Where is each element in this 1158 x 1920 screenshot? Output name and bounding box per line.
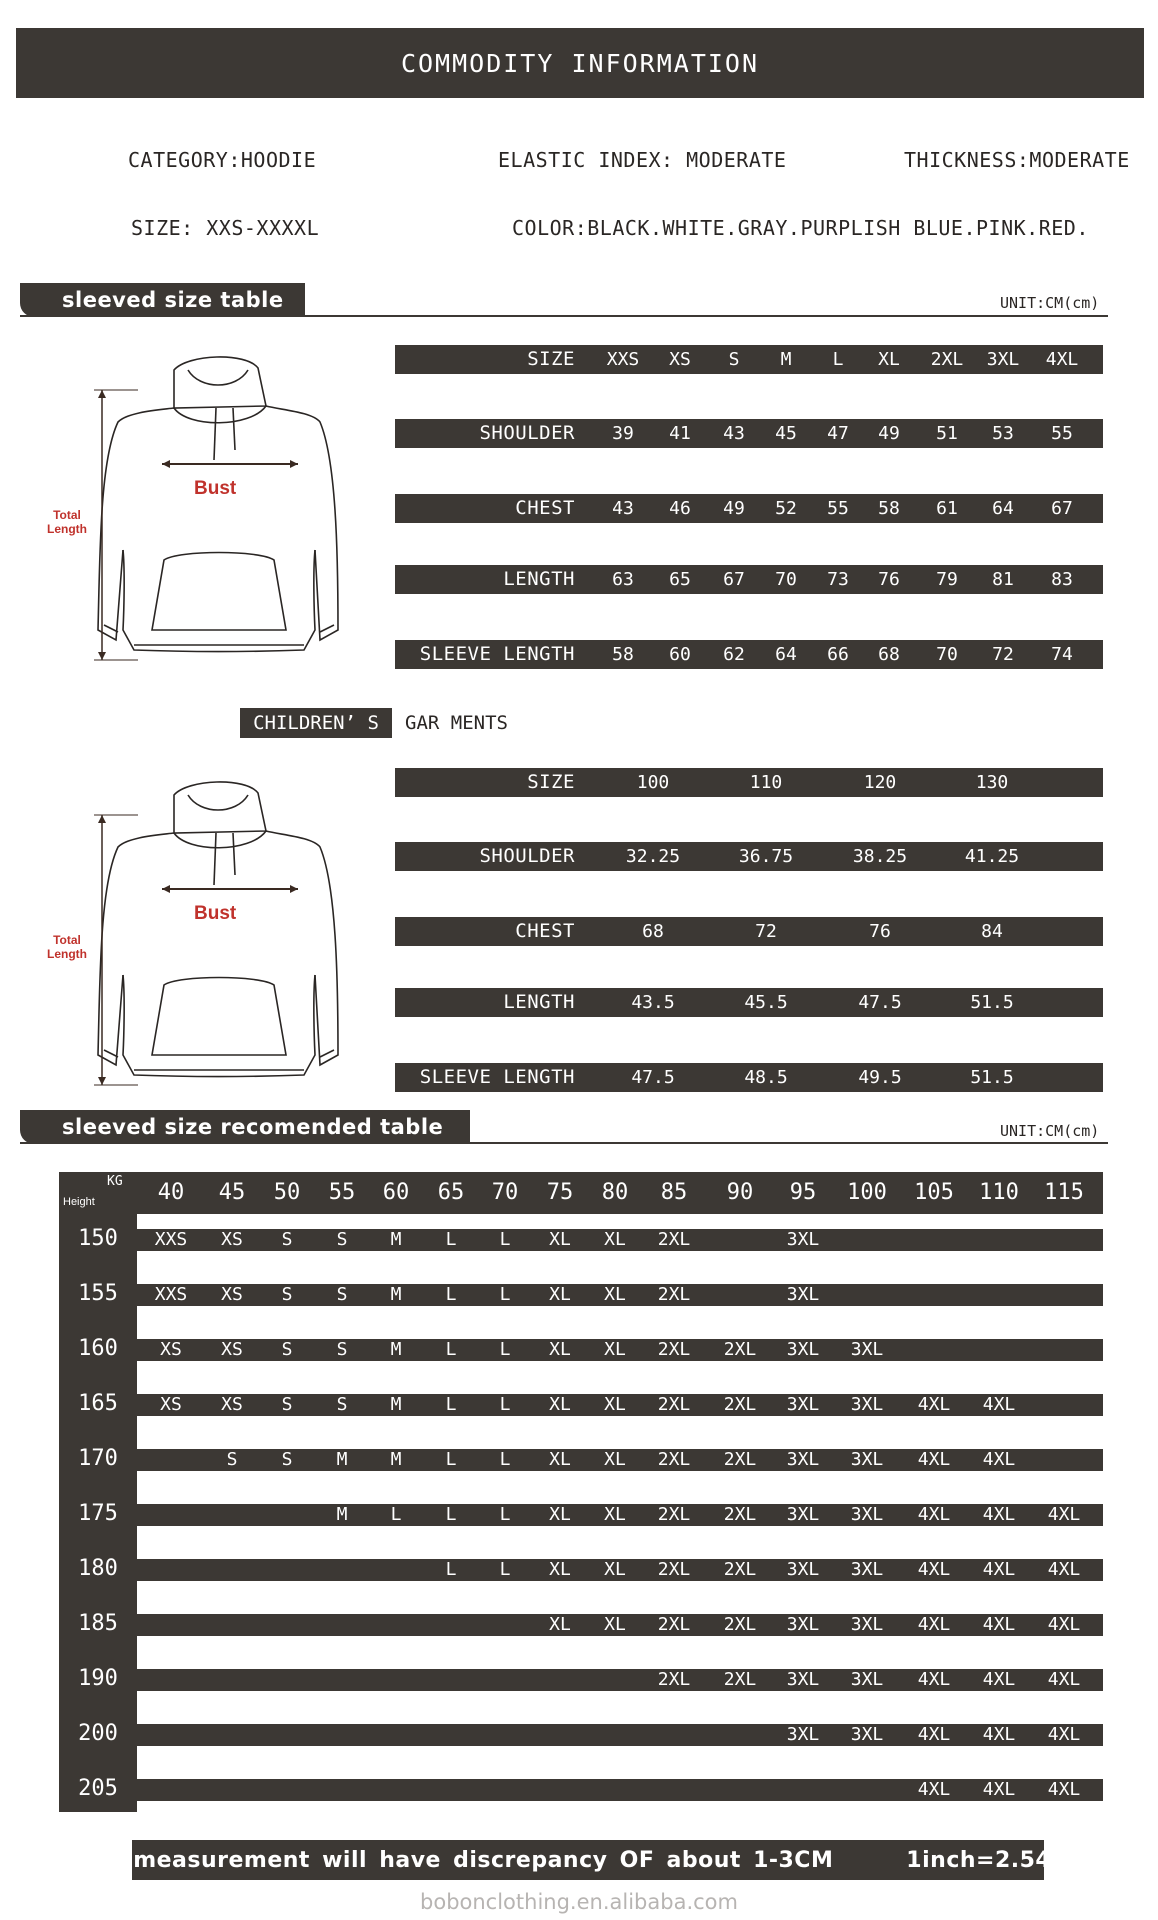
row-label: LENGTH — [503, 991, 575, 1013]
size-cell: XL — [604, 1339, 626, 1360]
size-cell: M — [336, 1449, 348, 1470]
cell-value: XL — [878, 349, 900, 370]
size-cell: 3XL — [850, 1339, 884, 1360]
total-length-label-children — [42, 933, 92, 961]
cell-value: 43 — [612, 498, 634, 519]
size-cell: S — [281, 1394, 293, 1415]
size-row-bar — [395, 419, 1103, 448]
cell-value: XS — [669, 349, 691, 370]
size-cell: 2XL — [723, 1614, 757, 1635]
section-title: sleeved size table — [62, 288, 284, 312]
size-cell: 3XL — [786, 1449, 820, 1470]
size-row-bar — [395, 345, 1103, 374]
size-cell: XS — [221, 1229, 243, 1250]
row-label: LENGTH — [503, 568, 575, 590]
size-cell: XL — [604, 1504, 626, 1525]
section-title: sleeved size recomended table — [62, 1115, 444, 1139]
weight-header-cell: 110 — [979, 1180, 1019, 1205]
size-cell: L — [445, 1394, 457, 1415]
watermark: bobonclothing.en.alibaba.com — [420, 1890, 738, 1914]
weight-header-cell: 75 — [546, 1180, 574, 1205]
size-cell: S — [281, 1339, 293, 1360]
bust-label-adult: Bust — [194, 478, 237, 499]
weight-header-cell: 85 — [660, 1180, 688, 1205]
size-cell: 3XL — [850, 1559, 884, 1580]
cell-value: 32.25 — [625, 846, 681, 867]
size-cell: 4XL — [1047, 1504, 1081, 1525]
weight-header-cell: 105 — [914, 1180, 954, 1205]
size-cell: 4XL — [917, 1724, 951, 1745]
size-cell: XL — [604, 1229, 626, 1250]
size-cell: 4XL — [982, 1504, 1016, 1525]
section-divider — [20, 315, 1108, 317]
size-cell: 4XL — [1047, 1724, 1081, 1745]
cell-value: 52 — [775, 498, 797, 519]
cell-value: 84 — [981, 921, 1003, 942]
size-cell: XS — [221, 1339, 243, 1360]
cell-value: 47.5 — [631, 1067, 675, 1088]
info-thickness: THICKNESS:MODERATE — [904, 148, 1130, 172]
size-cell: 3XL — [850, 1394, 884, 1415]
cell-value: 58 — [612, 644, 634, 665]
cell-value: 43 — [723, 423, 745, 444]
size-cell: 4XL — [982, 1724, 1016, 1745]
size-cell: 2XL — [723, 1449, 757, 1470]
cell-value: 36.75 — [738, 846, 794, 867]
size-cell: 2XL — [657, 1394, 691, 1415]
weight-header-cell: 55 — [328, 1180, 356, 1205]
size-cell: 3XL — [786, 1394, 820, 1415]
weight-header-cell: 115 — [1044, 1180, 1084, 1205]
size-cell: XS — [221, 1284, 243, 1305]
cell-value: 120 — [863, 772, 897, 793]
size-cell: M — [390, 1339, 402, 1360]
size-row-bar — [395, 494, 1103, 523]
size-cell: 3XL — [850, 1614, 884, 1635]
height-cell: 165 — [78, 1391, 118, 1416]
cell-value: 76 — [869, 921, 891, 942]
size-cell: M — [336, 1504, 348, 1525]
size-cell: XL — [549, 1394, 571, 1415]
cell-value: 72 — [992, 644, 1014, 665]
info-size: SIZE: XXS-XXXXL — [131, 216, 320, 240]
size-cell: M — [390, 1284, 402, 1305]
size-cell: 2XL — [723, 1394, 757, 1415]
size-cell: XL — [604, 1614, 626, 1635]
size-cell: 3XL — [850, 1669, 884, 1690]
total-length-label-adult — [42, 508, 92, 536]
size-cell: 4XL — [917, 1449, 951, 1470]
row-label: SLEEVE LENGTH — [419, 1066, 575, 1088]
height-cell: 200 — [78, 1721, 118, 1746]
bust-label-children: Bust — [194, 903, 237, 924]
total-length-line2: Length — [47, 522, 87, 536]
cell-value: 48.5 — [744, 1067, 788, 1088]
size-cell: 2XL — [723, 1559, 757, 1580]
size-cell: XS — [160, 1394, 182, 1415]
cell-value: 45.5 — [744, 992, 788, 1013]
size-cell: L — [445, 1229, 457, 1250]
cell-value: 79 — [936, 569, 958, 590]
cell-value: 39 — [612, 423, 634, 444]
size-cell: 2XL — [657, 1504, 691, 1525]
cell-value: 41 — [669, 423, 691, 444]
size-cell: 3XL — [786, 1669, 820, 1690]
cell-value: S — [728, 349, 740, 370]
commodity-info-banner — [16, 28, 1144, 98]
cell-value: 65 — [669, 569, 691, 590]
size-cell: L — [499, 1229, 511, 1250]
size-row-bar — [395, 768, 1103, 797]
size-cell: 4XL — [917, 1669, 951, 1690]
size-cell: 3XL — [786, 1229, 820, 1250]
size-cell: 2XL — [723, 1669, 757, 1690]
size-cell: XL — [549, 1339, 571, 1360]
size-cell: M — [390, 1449, 402, 1470]
cell-value: 61 — [936, 498, 958, 519]
weight-header-cell: 95 — [789, 1180, 817, 1205]
cell-value: 38.25 — [852, 846, 908, 867]
size-cell: XL — [549, 1559, 571, 1580]
unit-label: UNIT:CM(cm) — [1000, 294, 1100, 312]
measurement-note — [66, 1840, 1110, 1880]
size-row-bar — [395, 1063, 1103, 1092]
cell-value: 70 — [775, 569, 797, 590]
size-cell: 2XL — [723, 1504, 757, 1525]
measurement-note-text: Handmeasurement will have discrepancy OF about 1-3CM 1inch=2.54COM — [66, 1847, 1110, 1873]
size-cell: XXS — [154, 1229, 188, 1250]
cell-value: 66 — [827, 644, 849, 665]
size-cell: S — [336, 1284, 348, 1305]
size-cell: XXS — [154, 1284, 188, 1305]
size-cell: 4XL — [917, 1559, 951, 1580]
cell-value: 64 — [992, 498, 1014, 519]
size-cell: 4XL — [1047, 1669, 1081, 1690]
cell-value: 73 — [827, 569, 849, 590]
weight-header-cell: 65 — [437, 1180, 465, 1205]
cell-value: 67 — [1051, 498, 1073, 519]
cell-value: 49.5 — [858, 1067, 902, 1088]
size-cell: 4XL — [1047, 1779, 1081, 1800]
weight-header-cell: 50 — [273, 1180, 301, 1205]
size-cell: 2XL — [657, 1614, 691, 1635]
size-cell: 4XL — [982, 1394, 1016, 1415]
banner-title: COMMODITY INFORMATION — [400, 48, 760, 78]
size-cell: XL — [549, 1449, 571, 1470]
children-tag: CHILDREN’ S — [240, 708, 392, 738]
cell-value: M — [780, 349, 792, 370]
size-cell: L — [499, 1504, 511, 1525]
weight-header-cell: 100 — [847, 1180, 887, 1205]
size-cell: L — [499, 1394, 511, 1415]
cell-value: 68 — [642, 921, 664, 942]
size-cell: 4XL — [917, 1614, 951, 1635]
cell-value: 47 — [827, 423, 849, 444]
cell-value: 3XL — [986, 349, 1020, 370]
size-cell: S — [336, 1394, 348, 1415]
size-cell: 4XL — [982, 1449, 1016, 1470]
cell-value: 53 — [992, 423, 1014, 444]
cell-value: 47.5 — [858, 992, 902, 1013]
size-cell: S — [336, 1339, 348, 1360]
size-cell: S — [281, 1229, 293, 1250]
row-label: CHEST — [515, 920, 575, 942]
size-cell: L — [499, 1449, 511, 1470]
size-cell: XS — [160, 1339, 182, 1360]
size-cell: XL — [549, 1229, 571, 1250]
cell-value: 45 — [775, 423, 797, 444]
size-cell: XL — [604, 1559, 626, 1580]
size-cell: L — [445, 1559, 457, 1580]
size-cell: 2XL — [657, 1229, 691, 1250]
cell-value: 64 — [775, 644, 797, 665]
height-cell: 155 — [78, 1281, 118, 1306]
section-tab-sleeved-size — [20, 283, 305, 317]
size-cell: S — [281, 1284, 293, 1305]
size-cell: XL — [604, 1449, 626, 1470]
weight-header-cell: 90 — [726, 1180, 754, 1205]
size-cell: L — [499, 1339, 511, 1360]
size-row-bar — [395, 988, 1103, 1017]
cell-value: 2XL — [930, 349, 964, 370]
size-row-bar — [395, 640, 1103, 669]
size-cell: 4XL — [1047, 1614, 1081, 1635]
info-color: COLOR:BLACK.WHITE.GRAY.PURPLISH BLUE.PINK.RED. — [512, 216, 1089, 240]
size-cell: L — [445, 1504, 457, 1525]
height-cell: 175 — [78, 1501, 118, 1526]
cell-value: 46 — [669, 498, 691, 519]
section-tab-recommended — [20, 1110, 470, 1144]
size-row-bar — [395, 842, 1103, 871]
cell-value: 4XL — [1045, 349, 1079, 370]
cell-value: 70 — [936, 644, 958, 665]
size-cell: XL — [604, 1394, 626, 1415]
size-cell: S — [336, 1229, 348, 1250]
row-label: CHEST — [515, 497, 575, 519]
cell-value: 72 — [755, 921, 777, 942]
cell-value: 43.5 — [631, 992, 675, 1013]
cell-value: 76 — [878, 569, 900, 590]
height-cell: 180 — [78, 1556, 118, 1581]
total-length-line1: Total — [53, 933, 81, 947]
section-divider — [20, 1142, 1108, 1144]
size-cell: XL — [604, 1284, 626, 1305]
height-cell: 185 — [78, 1611, 118, 1636]
size-cell: 3XL — [786, 1614, 820, 1635]
kg-label: KG — [107, 1174, 123, 1189]
size-row-bar — [395, 565, 1103, 594]
size-cell: M — [390, 1229, 402, 1250]
cell-value: 67 — [723, 569, 745, 590]
row-label: SHOULDER — [479, 845, 575, 867]
total-length-line2: Length — [47, 947, 87, 961]
size-row-bar — [395, 917, 1103, 946]
weight-header-cell: 45 — [218, 1180, 246, 1205]
weight-header-cell: 40 — [157, 1180, 185, 1205]
cell-value: 100 — [636, 772, 670, 793]
size-cell: 4XL — [917, 1779, 951, 1800]
weight-header-cell: 70 — [491, 1180, 519, 1205]
row-label: SIZE — [527, 771, 575, 793]
size-cell: 4XL — [982, 1669, 1016, 1690]
size-cell: 2XL — [657, 1339, 691, 1360]
cell-value: 62 — [723, 644, 745, 665]
size-cell: M — [390, 1394, 402, 1415]
size-cell: XS — [221, 1394, 243, 1415]
info-category: CATEGORY:HOODIE — [128, 148, 317, 172]
weight-header-cell: 80 — [601, 1180, 629, 1205]
cell-value: 55 — [827, 498, 849, 519]
size-cell: 2XL — [657, 1559, 691, 1580]
height-label: Height — [63, 1196, 95, 1208]
cell-value: XXS — [606, 349, 640, 370]
size-cell: 4XL — [982, 1559, 1016, 1580]
height-cell: 190 — [78, 1666, 118, 1691]
total-length-line1: Total — [53, 508, 81, 522]
height-cell: 160 — [78, 1336, 118, 1361]
size-cell: 2XL — [657, 1669, 691, 1690]
cell-value: 68 — [878, 644, 900, 665]
cell-value: 51 — [936, 423, 958, 444]
size-cell: 2XL — [657, 1449, 691, 1470]
height-cell: 205 — [78, 1776, 118, 1801]
size-cell: L — [445, 1284, 457, 1305]
height-column-bg — [59, 1172, 137, 1812]
size-cell: 3XL — [786, 1284, 820, 1305]
size-cell: S — [281, 1449, 293, 1470]
cell-value: 63 — [612, 569, 634, 590]
recommended-size-table — [59, 1172, 1103, 1812]
size-cell: XL — [549, 1504, 571, 1525]
size-cell: L — [390, 1504, 402, 1525]
size-cell: XL — [549, 1284, 571, 1305]
size-cell: 4XL — [982, 1614, 1016, 1635]
cell-value: 55 — [1051, 423, 1073, 444]
size-cell: 4XL — [1047, 1559, 1081, 1580]
cell-value: 51.5 — [970, 1067, 1014, 1088]
size-cell: 3XL — [786, 1339, 820, 1360]
cell-value: 74 — [1051, 644, 1073, 665]
cell-value: 130 — [975, 772, 1009, 793]
weight-header-cell: 60 — [382, 1180, 410, 1205]
size-cell: 3XL — [786, 1559, 820, 1580]
cell-value: L — [832, 349, 844, 370]
cell-value: 83 — [1051, 569, 1073, 590]
size-cell: 4XL — [982, 1779, 1016, 1800]
size-cell: 4XL — [917, 1504, 951, 1525]
size-cell: XL — [549, 1614, 571, 1635]
cell-value: 49 — [878, 423, 900, 444]
height-cell: 170 — [78, 1446, 118, 1471]
size-cell: 3XL — [850, 1504, 884, 1525]
cell-value: 58 — [878, 498, 900, 519]
size-cell: L — [445, 1339, 457, 1360]
size-cell: 3XL — [786, 1724, 820, 1745]
size-cell: 2XL — [723, 1339, 757, 1360]
height-cell: 150 — [78, 1226, 118, 1251]
row-label: SHOULDER — [479, 422, 575, 444]
children-tag-rest: GAR MENTS — [405, 712, 508, 734]
size-cell: 3XL — [850, 1724, 884, 1745]
info-elastic: ELASTIC INDEX: MODERATE — [498, 148, 787, 172]
cell-value: 41.25 — [964, 846, 1020, 867]
cell-value: 51.5 — [970, 992, 1014, 1013]
row-label: SLEEVE LENGTH — [419, 643, 575, 665]
cell-value: 60 — [669, 644, 691, 665]
size-cell: L — [445, 1449, 457, 1470]
size-cell: L — [499, 1559, 511, 1580]
size-cell: S — [226, 1449, 238, 1470]
cell-value: 81 — [992, 569, 1014, 590]
size-cell: 4XL — [917, 1394, 951, 1415]
size-cell: L — [499, 1284, 511, 1305]
row-label: SIZE — [527, 348, 575, 370]
unit-label: UNIT:CM(cm) — [1000, 1122, 1100, 1140]
cell-value: 49 — [723, 498, 745, 519]
size-cell: 2XL — [657, 1284, 691, 1305]
size-cell: 3XL — [850, 1449, 884, 1470]
cell-value: 110 — [749, 772, 783, 793]
size-cell: 3XL — [786, 1504, 820, 1525]
